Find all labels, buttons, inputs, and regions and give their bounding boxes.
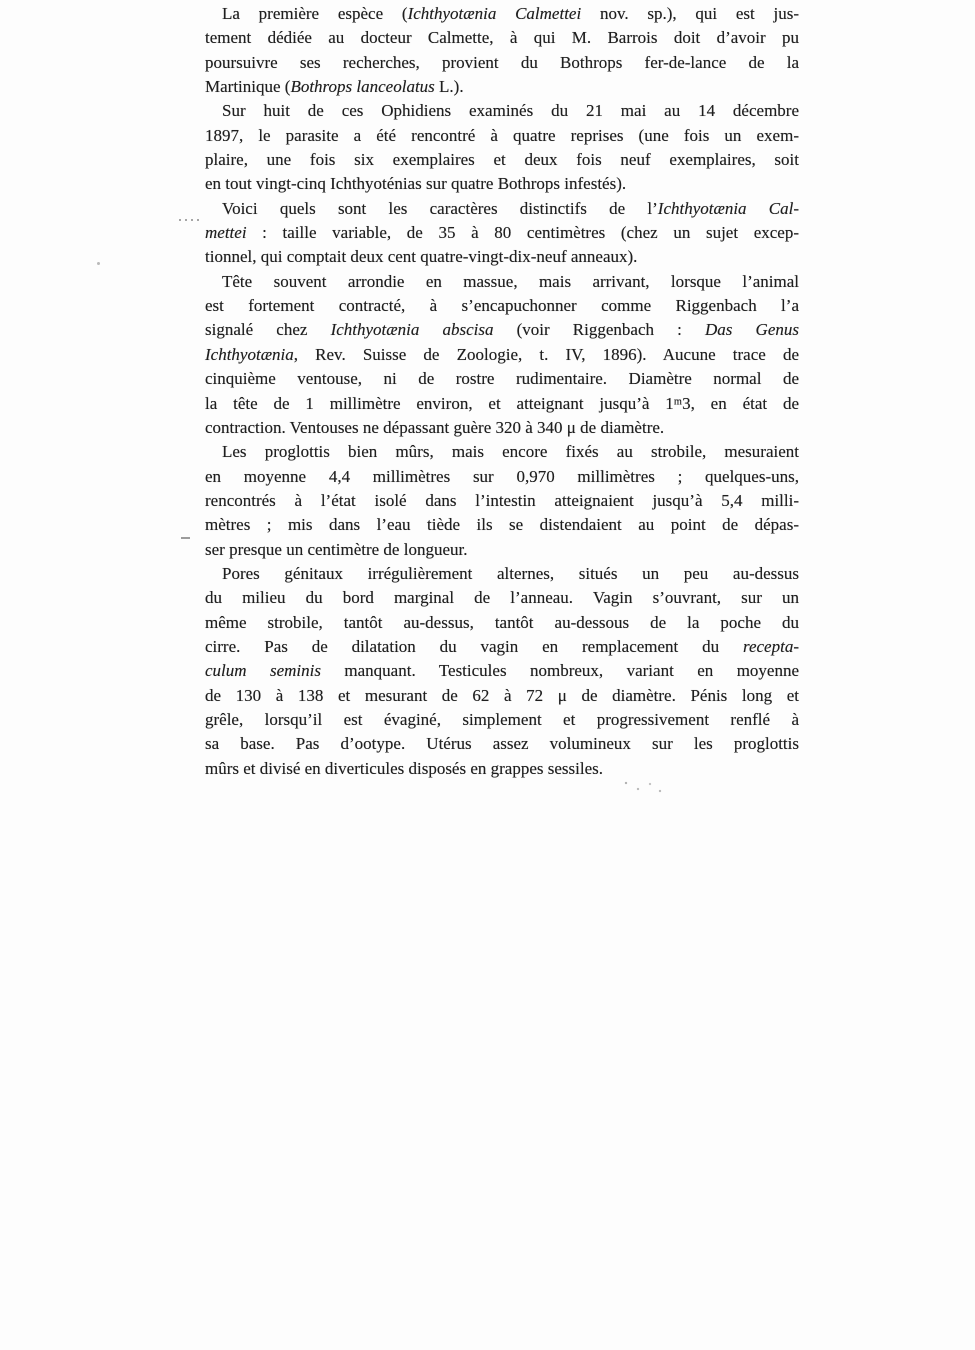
- text-segment: grêle, lorsqu’il est évaginé, simplement et progressivement renflé à: [205, 709, 799, 729]
- italic-text-segment: Ichthyotænia: [205, 344, 294, 364]
- text-line: [205, 367, 799, 391]
- text-line: [205, 538, 799, 562]
- text-segment: la tête de 1 millimètre environ, et atteignant jusqu’à 1ᵐ3, en état de: [205, 393, 799, 413]
- text-segment: nov. sp.), qui est jus-: [581, 4, 800, 23]
- paragraph: [205, 440, 799, 562]
- text-segment: sa base. Pas d’ootype. Utérus assez volumineux sur les proglottis: [205, 734, 799, 754]
- text-block: [205, 2, 799, 781]
- text-segment: Voici quels sont les caractères distinctifs de l’: [222, 198, 658, 218]
- text-line: [205, 659, 799, 683]
- text-segment: en moyenne 4,4 millimètres sur 0,970 millimètres ; quelques-uns,: [205, 466, 799, 486]
- text-segment: tionnel, qui comptait deux cent quatre-vingt-dix-neuf anneaux).: [205, 247, 638, 267]
- italic-text-segment: Bothrops lanceolatus: [290, 77, 435, 97]
- text-line: [205, 245, 799, 269]
- text-line: [205, 148, 799, 172]
- text-line: [205, 197, 799, 221]
- text-line: [205, 51, 799, 75]
- text-segment: Martinique (: [205, 77, 291, 97]
- italic-text-segment: Ichthyotænia abscisa: [330, 320, 494, 340]
- text-segment: même strobile, tantôt au-dessus, tantôt au-dessous de la poche du: [205, 612, 799, 632]
- text-line: [205, 26, 799, 50]
- text-line: [205, 465, 799, 489]
- text-segment: poursuivre ses recherches, provient du Bothrops fer-de-lance de la: [205, 52, 799, 72]
- text-line: [205, 172, 799, 196]
- text-line: [205, 124, 799, 148]
- text-segment: Sur huit de ces Ophidiens examinés du 21 mai au 14 décembre: [222, 101, 799, 121]
- text-line: [205, 586, 799, 610]
- text-line: [205, 757, 799, 781]
- italic-text-segment: Ichthyotænia Cal-: [657, 198, 800, 218]
- text-line: [205, 635, 799, 659]
- text-segment: mètres ; mis dans l’eau tiède ils se distendaient au point de dépas-: [205, 515, 799, 535]
- text-segment: est fortement contracté, à s’encapuchonner comme Riggenbach l’a: [205, 296, 799, 316]
- text-segment: (voir Riggenbach :: [493, 320, 706, 340]
- text-segment: , Rev. Suisse de Zoologie, t. IV, 1896). Aucune trace de: [293, 344, 799, 364]
- text-segment: cinquième ventouse, ni de rostre rudimentaire. Diamètre normal de: [205, 369, 799, 389]
- scan-artifact: [620, 779, 666, 795]
- text-segment: de 130 à 138 et mesurant de 62 à 72 μ de diamètre. Pénis long et: [205, 685, 799, 705]
- text-segment: Pores génitaux irrégulièrement alternes, situés un peu au-dessus: [222, 563, 799, 583]
- text-line: [205, 392, 799, 416]
- paragraph: [205, 2, 799, 99]
- text-line: [205, 416, 799, 440]
- text-line: [205, 708, 799, 732]
- scan-artifact: [179, 219, 199, 221]
- text-line: [205, 343, 799, 367]
- text-segment: mûrs et divisé en diverticules disposés en grappes sessiles.: [205, 758, 604, 778]
- text-line: [205, 294, 799, 318]
- text-segment: en tout vingt-cinq Ichthyoténias sur quatre Bothrops infestés).: [205, 174, 627, 194]
- paragraph: [205, 270, 799, 440]
- paragraph: [205, 99, 799, 196]
- text-segment: plaire, une fois six exemplaires et deux fois neuf exemplaires, soit: [205, 150, 799, 170]
- text-segment: ser presque un centimètre de longueur.: [205, 539, 468, 559]
- italic-text-segment: Das Genus: [705, 320, 799, 340]
- scan-artifact: [97, 262, 100, 265]
- text-line: [205, 562, 799, 586]
- text-line: [205, 318, 799, 342]
- text-line: [205, 513, 799, 537]
- text-line: [205, 489, 799, 513]
- text-segment: du milieu du bord marginal de l’anneau. Vagin s’ouvrant, sur un: [205, 588, 799, 608]
- text-line: [205, 684, 799, 708]
- text-line: [205, 611, 799, 635]
- italic-text-segment: Ichthyotænia Calmettei: [407, 4, 582, 23]
- text-segment: rencontrés à l’état isolé dans l’intestin atteignaient jusqu’à 5,4 milli-: [205, 490, 799, 510]
- text-line: [205, 732, 799, 756]
- italic-text-segment: recepta-: [742, 636, 799, 656]
- text-line: [205, 99, 799, 123]
- text-segment: Tête souvent arrondie en massue, mais arrivant, lorsque l’animal: [222, 271, 799, 291]
- text-segment: 1897, le parasite a été rencontré à quatre reprises (une fois un exem-: [205, 125, 799, 145]
- italic-text-segment: culum seminis: [205, 661, 321, 681]
- text-segment: cirre. Pas de dilatation du vagin en remplacement du: [205, 636, 743, 656]
- text-segment: tement dédiée au docteur Calmette, à qui M. Barrois doit d’avoir pu: [205, 28, 799, 48]
- scan-artifact: [181, 537, 190, 539]
- text-segment: signalé chez: [205, 320, 331, 340]
- italic-text-segment: mettei: [205, 223, 247, 243]
- paragraph: [205, 562, 799, 781]
- text-line: [205, 2, 799, 26]
- text-segment: : taille variable, de 35 à 80 centimètres (chez un sujet excep-: [246, 223, 799, 243]
- text-segment: manquant. Testicules nombreux, variant en moyenne: [320, 661, 800, 681]
- paragraph: [205, 197, 799, 270]
- text-segment: contraction. Ventouses ne dépassant guère 320 à 340 μ de diamètre.: [205, 417, 665, 437]
- text-line: [205, 270, 799, 294]
- text-line: [205, 221, 799, 245]
- text-line: [205, 440, 799, 464]
- text-segment: Les proglottis bien mûrs, mais encore fixés au strobile, mesuraient: [222, 442, 799, 462]
- text-segment: L.).: [434, 77, 464, 97]
- text-segment: La première espèce (: [222, 4, 408, 23]
- text-line: [205, 75, 799, 99]
